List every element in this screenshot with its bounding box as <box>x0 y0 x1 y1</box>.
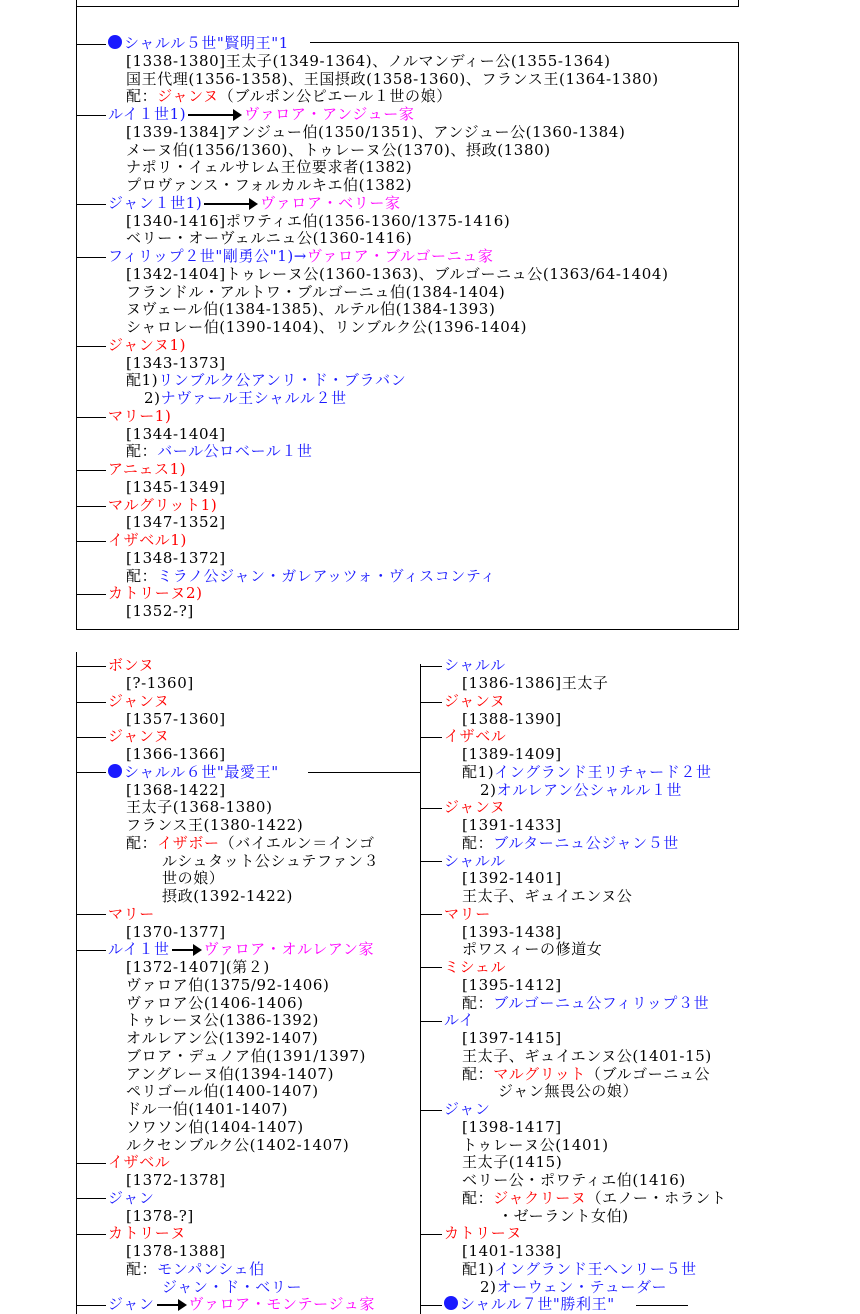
isabelle-name: イザベル1) <box>108 531 187 549</box>
charles5-name: シャルル５世"賢明王"1 <box>108 35 289 53</box>
charles6-note2: ルシュタット公シュテファン３ <box>162 852 380 870</box>
right-charles-b-name: シャルル <box>444 852 506 870</box>
marguerite-line1: [1347-1352] <box>126 513 226 531</box>
marie-line1: [1344-1404] <box>126 425 226 443</box>
louis1-anjou-line4: プロヴァンス・フォルカルキエ伯(1382) <box>126 176 413 194</box>
jeanne-spouse1: 配1)リンブルク公アンリ・ド・ブラバン <box>126 371 407 389</box>
right-jeanne-b-line1: [1391-1433] <box>462 816 562 834</box>
right-jean-line4: ベリー公・ポワティエ伯(1416) <box>462 1171 686 1189</box>
marguerite-name: マルグリット1) <box>108 496 218 514</box>
right-louis-spouse: 配：マルグリット（ブルゴーニュ公 <box>462 1065 711 1083</box>
arrow-right-icon <box>204 203 256 205</box>
marie-spouse: 配：バール公ロベール１世 <box>126 442 313 460</box>
right-charles-b-line1: [1392-1401] <box>462 869 562 887</box>
right-michelle-spouse: 配：ブルゴーニュ公フィリップ３世 <box>462 994 710 1012</box>
right-louis-note2: ジャン無畏公の娘） <box>498 1082 639 1100</box>
louis1-orleans-line5: オルレアン公(1392-1407) <box>126 1029 319 1047</box>
charles5-line2: 国王代理(1356-1358)、王国摂政(1358-1360)、フランス王(1364-1380) <box>126 70 659 88</box>
right-jean-line3: 王太子(1415) <box>462 1153 563 1171</box>
left-catherine-spouse: 配：モンパンシェ伯 <box>126 1260 265 1278</box>
right-jean-note2: ・ゼーラント女伯) <box>498 1207 629 1225</box>
catherine-name: カトリーヌ2) <box>108 584 203 602</box>
right-jeanne-a-line1: [1388-1390] <box>462 710 562 728</box>
agnes-line1: [1345-1349] <box>126 478 226 496</box>
marie-name: マリー1) <box>108 407 172 425</box>
philippe2-line2: フランドル・アルトワ・ブルゴーニュ伯(1384-1404) <box>126 283 506 301</box>
louis1-anjou-line1: [1339-1384]アンジュー伯(1350/1351)、アンジュー公(1360-1384) <box>126 123 626 141</box>
louis1-anjou-name: ルイ１世1) ヴァロア・アンジュー家 <box>108 105 415 123</box>
right-jean-spouse: 配：ジャクリーヌ（エノー・ホラント <box>462 1189 727 1207</box>
left-catherine-name: カトリーヌ <box>108 1224 187 1242</box>
left-marie-name: マリー <box>108 905 155 923</box>
left-jean-name: ジャン <box>108 1189 155 1207</box>
right-isabelle-name: イザベル <box>444 727 507 745</box>
charles5-line1: [1338-1380]王太子(1349-1364)、ノルマンディー公(1355-1364) <box>126 52 611 70</box>
philippe2-line1: [1342-1404]トゥレーヌ公(1360-1363)、ブルゴーニュ公(1363/64-1404) <box>126 265 669 283</box>
isabelle-line1: [1348-1372] <box>126 549 226 567</box>
louis1-anjou-line2: メーヌ伯(1356/1360)、トゥレーヌ公(1370)、摂政(1380) <box>126 141 551 159</box>
dot-icon <box>444 1296 458 1310</box>
left-isabelle-name: イザベル <box>108 1153 171 1171</box>
jean1-berry-name: ジャン１世1) ヴァロア・ベリー家 <box>108 194 401 212</box>
right-jeanne-a-name: ジャンヌ <box>444 692 506 710</box>
charles5-spouse: 配：ジャンヌ（ブルボン公ピエール１世の娘） <box>126 87 452 105</box>
right-marie-line1: [1393-1438] <box>462 923 562 941</box>
right-charles-b-line2: 王太子、ギュイエンヌ公 <box>462 887 633 905</box>
right-catherine-line1: [1401-1338] <box>462 1242 562 1260</box>
right-jean-line1: [1398-1417] <box>462 1118 562 1136</box>
louis1-orleans-line7: アングレーヌ伯(1394-1407) <box>126 1065 335 1083</box>
right-catherine-name: カトリーヌ <box>444 1224 523 1242</box>
right-louis-line1: [1397-1415] <box>462 1029 562 1047</box>
louis1-orleans-line8: ペリゴール伯(1400-1407) <box>126 1082 319 1100</box>
charles6-note3: 世の娘） <box>162 869 225 887</box>
dot-icon <box>108 35 122 49</box>
jean1-berry-line1: [1340-1416]ポワティエ伯(1356-1360/1375-1416) <box>126 212 511 230</box>
charles6-line3: フランス王(1380-1422) <box>126 816 304 834</box>
left-marie-line1: [1370-1377] <box>126 923 226 941</box>
isabelle-spouse: 配：ミラノ公ジャン・ガレアッツォ・ヴィスコンティ <box>126 567 496 585</box>
jean1-berry-line2: ベリー・オーヴェルニュ公(1360-1416) <box>126 229 413 247</box>
left-jean-line1: [1378-?] <box>126 1207 194 1225</box>
right-catherine-spouse1: 配1)イングランド王ヘンリー５世 <box>462 1260 697 1278</box>
charles6-note4: 摂政(1392-1422) <box>162 887 293 905</box>
right-isabelle-spouse1: 配1)イングランド王リチャード２世 <box>462 763 712 781</box>
right-charles-name: シャルル <box>444 656 506 674</box>
left-jeanne-a-line1: [1357-1360] <box>126 710 226 728</box>
charles7-name: シャルル７世"勝利王" <box>444 1296 615 1314</box>
agnes-name: アニェス1) <box>108 460 187 478</box>
charles6-name: シャルル６世"最愛王" <box>108 764 279 782</box>
louis1-orleans-line11: ルクセンブルク公(1402-1407) <box>126 1136 350 1154</box>
left-catherine-line1: [1378-1388] <box>126 1242 226 1260</box>
right-michelle-name: ミシェル <box>444 958 507 976</box>
right-charles-line1: [1386-1386]王太子 <box>462 674 609 692</box>
philippe2-name: フィリップ２世"剛勇公"1)→ヴァロア・ブルゴーニュ家 <box>108 247 494 265</box>
louis1-orleans-line10: ソワソン伯(1404-1407) <box>126 1118 304 1136</box>
charles6-line1: [1368-1422] <box>126 781 226 799</box>
right-jeanne-b-name: ジャンヌ <box>444 798 506 816</box>
right-isabelle-spouse2: 2)オルレアン公シャルル１世 <box>480 781 683 799</box>
louis1-orleans-line1: [1372-1407](第２) <box>126 958 270 976</box>
dot-icon <box>108 764 122 778</box>
right-jean-name: ジャン <box>444 1100 491 1118</box>
jeanne-line1: [1343-1373] <box>126 354 226 372</box>
left-isabelle-line1: [1372-1378] <box>126 1171 226 1189</box>
right-louis-line2: 王太子、ギュイエンヌ公(1401-15) <box>462 1047 712 1065</box>
right-marie-name: マリー <box>444 905 491 923</box>
charles6-line2: 王太子(1368-1380) <box>126 798 273 816</box>
jeanne-name: ジャンヌ1) <box>108 336 187 354</box>
right-marie-line2: ポワスィーの修道女 <box>462 940 603 958</box>
charles6-spouse: 配：イザボー（バイエルン＝インゴ <box>126 834 375 852</box>
philippe2-line4: シャロレー伯(1390-1404)、リンブルク公(1396-1404) <box>126 318 528 336</box>
right-jean-line2: トゥレーヌ公(1401) <box>462 1136 609 1154</box>
right-isabelle-line1: [1389-1409] <box>462 745 562 763</box>
catherine-line1: [1352-?] <box>126 602 194 620</box>
louis1-orleans-line4: トゥレーヌ公(1386-1392) <box>126 1011 319 1029</box>
jean-montaigu-name: ジャン ヴァロア・モンテージュ家 <box>108 1295 375 1313</box>
jeanne-spouse2: 2)ナヴァール王シャルル２世 <box>144 389 347 407</box>
left-jeanne-a-name: ジャンヌ <box>108 692 170 710</box>
louis1-orleans-line3: ヴァロア公(1406-1406) <box>126 994 304 1012</box>
right-jeanne-b-spouse: 配：ブルターニュ公ジャン５世 <box>462 834 679 852</box>
left-bonne-line1: [?-1360] <box>126 674 194 692</box>
right-catherine-spouse2: 2)オーウェン・テューダー <box>480 1278 668 1296</box>
right-michelle-line1: [1395-1412] <box>462 976 562 994</box>
louis1-orleans-name: ルイ１世 ヴァロア・オルレアン家 <box>108 940 375 958</box>
arrow-right-icon <box>172 949 200 951</box>
left-jeanne-b-name: ジャンヌ <box>108 727 170 745</box>
arrow-right-icon <box>157 1304 185 1306</box>
louis1-orleans-line6: ブロア・デュノア伯(1391/1397) <box>126 1047 366 1065</box>
louis1-orleans-line9: ドル一伯(1401-1407) <box>126 1100 289 1118</box>
right-louis-name: ルイ <box>444 1011 475 1029</box>
louis1-orleans-line2: ヴァロア伯(1375/92-1406) <box>126 976 330 994</box>
philippe2-line3: ヌヴェール伯(1384-1385)、ルテル伯(1384-1393) <box>126 300 496 318</box>
arrow-right-icon <box>188 114 240 116</box>
left-jeanne-b-line1: [1366-1366] <box>126 745 226 763</box>
left-catherine-spouse2: ジャン・ド・ベリー <box>162 1278 303 1296</box>
left-bonne-name: ボンヌ <box>108 656 155 674</box>
louis1-anjou-line3: ナポリ・イェルサレム王位要求者(1382) <box>126 158 413 176</box>
